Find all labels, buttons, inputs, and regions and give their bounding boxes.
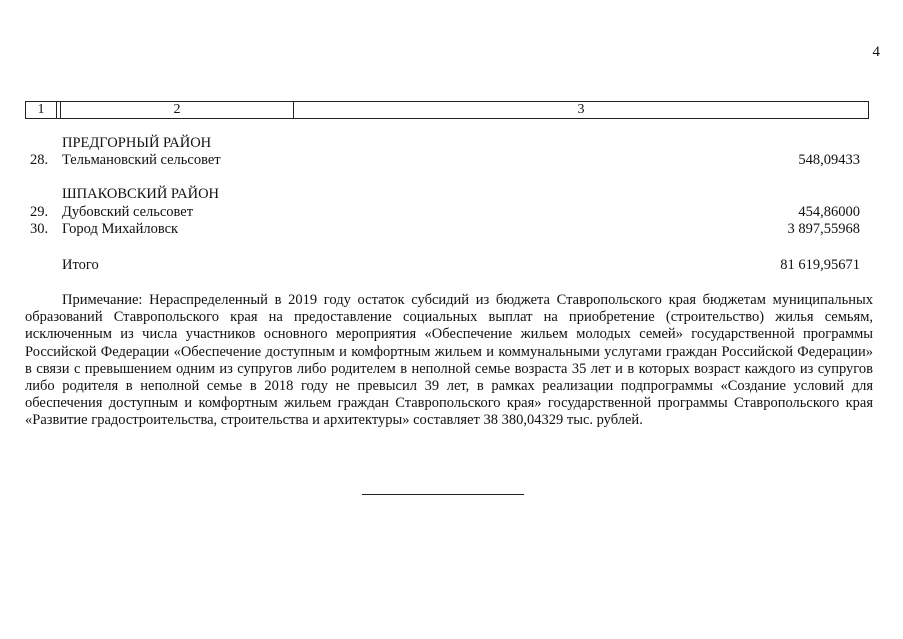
row-name: Город Михайловск: [62, 221, 179, 237]
row-number: 28.: [30, 152, 49, 168]
total-label: Итого: [62, 257, 99, 273]
row-number: 30.: [30, 221, 49, 237]
table-header-col-3: 3: [577, 102, 585, 117]
row-name: Тельмановский сельсовет: [62, 152, 221, 168]
note-paragraph: Примечание: Нераспределенный в 2019 году остаток субсидий из бюджета Ставропольского края бюджетам муниципальных образований Ставропольского края на предоставление социальных выплат на приобретение (строительство) жилья семьям, исключенным из числа участников основного мероприятия «Обеспечение жильем молодых семей» государственной программы Российской Федерации «Обеспечение доступным и комфортным жильем и коммунальными услугами граждан Российской Федерации» в связи с превышением одним из супругов либо родителем в неполной семье возраста 35 лет и в которых возраст каждого из супругов либо родителя в неполной семье в 2018 году не превысил 39 лет, в рамках реализации подпрограммы «Создание условий для обеспечения доступным и комфортным жильем граждан Ставропольского края» государственной программы Ставропольского края «Развитие градостроительства, строительства и архитектуры» составляет 38 380,04329 тыс. рублей.: [25, 292, 873, 429]
row-value: 548,09433: [798, 152, 860, 168]
row-value: 454,86000: [798, 204, 860, 220]
section-title: ШПАКОВСКИЙ РАЙОН: [62, 186, 220, 202]
end-divider: [362, 494, 524, 495]
table-header-col-2: 2: [61, 102, 294, 118]
table-header: [25, 101, 869, 119]
section-title: ПРЕДГОРНЫЙ РАЙОН: [62, 135, 212, 151]
row-number: 29.: [30, 204, 49, 220]
row-name: Дубовский сельсовет: [62, 204, 194, 220]
table-header-col-1: 1: [26, 102, 57, 118]
page-number: 4: [872, 44, 880, 60]
total-value: 81 619,95671: [780, 257, 860, 273]
row-value: 3 897,55968: [787, 221, 860, 237]
